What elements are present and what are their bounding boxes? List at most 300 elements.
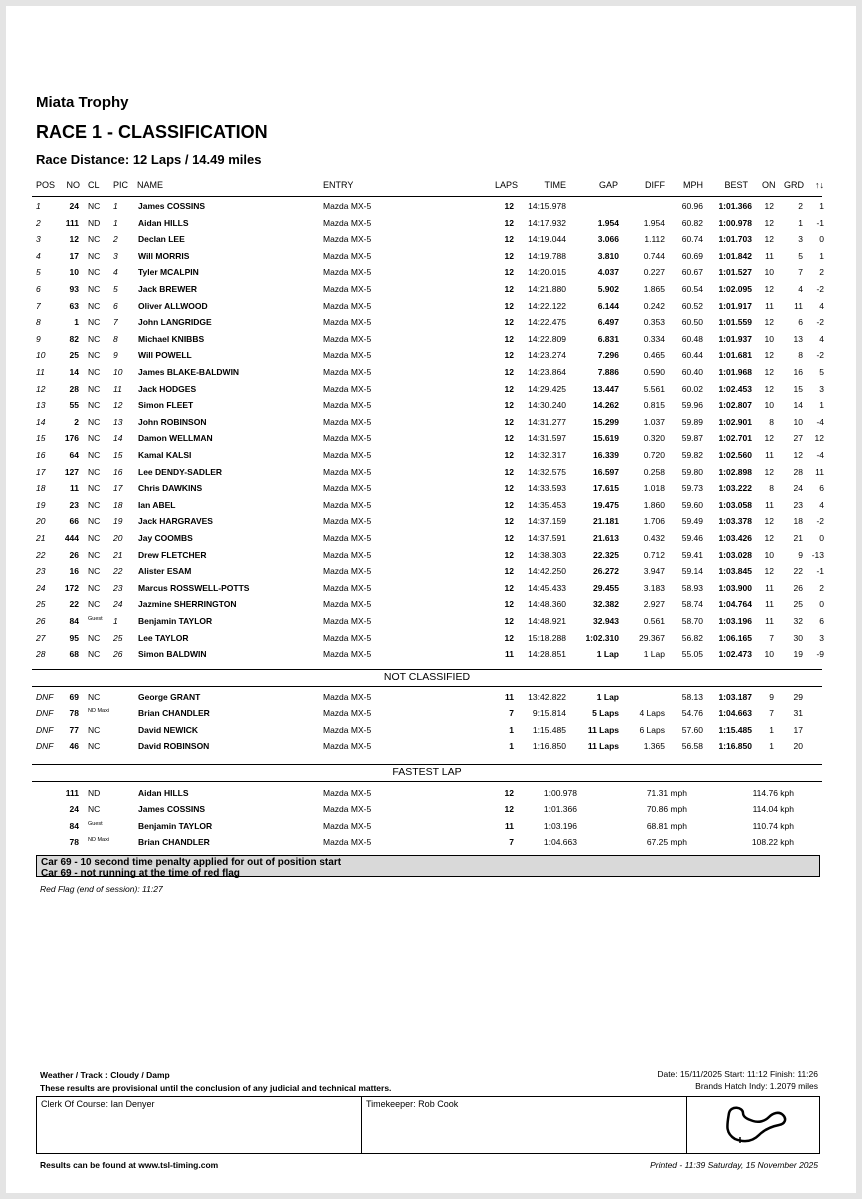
lap-number: 7 (509, 837, 514, 848)
gap: 29.455 (593, 582, 619, 593)
average-mph: 60.40 (681, 367, 703, 377)
race-time: 14:23.864 (528, 367, 566, 377)
best-lap-on: 11 (765, 616, 774, 626)
best-lap: 1:02.473 (718, 649, 752, 660)
position: 22 (36, 549, 46, 560)
places-gained: 4 (819, 333, 824, 344)
grid-position: 13 (793, 333, 803, 344)
average-mph: 59.46 (681, 533, 703, 543)
page-title: RACE 1 - CLASSIFICATION (36, 122, 268, 142)
timekeeper: Timekeeper: Rob Cook (366, 1099, 459, 1109)
car-number: 46 (69, 741, 79, 752)
speed-mph: 71.31 mph (646, 788, 687, 798)
diff: 1.706 (643, 516, 665, 527)
result-row (0, 350, 862, 366)
class: NC (88, 549, 101, 560)
diff: 0.590 (643, 367, 665, 377)
position-in-class: 11 (113, 383, 122, 394)
entry: Mazda MX-5 (323, 350, 372, 361)
driver-name: Benjamin TAYLOR (138, 616, 213, 626)
class: NC (88, 692, 101, 702)
fastest-lap-heading: FASTEST LAP (392, 766, 462, 778)
diff: 0.561 (643, 616, 665, 626)
clerk-box (36, 1096, 362, 1154)
grid-position: 20 (793, 741, 803, 752)
laps: 12 (504, 267, 514, 278)
best-lap: 1:02.095 (718, 284, 752, 294)
best-lap: 1:02.701 (718, 433, 752, 444)
average-mph: 58.93 (681, 582, 703, 593)
race-time: 14:15.978 (528, 201, 566, 211)
column-header-diff: DIFF (645, 180, 665, 190)
position: 7 (36, 300, 41, 311)
class: Guest (88, 616, 103, 622)
gap: 32.943 (593, 616, 619, 626)
race-time: 14:22.122 (528, 300, 566, 311)
entry: Mazda MX-5 (323, 466, 372, 477)
position: 25 (36, 599, 46, 610)
class: ND Maxi (88, 708, 110, 715)
places-gained: -2 (816, 317, 824, 328)
circuit-info: Brands Hatch Indy: 1.2079 miles (695, 1081, 818, 1091)
car-number: 78 (69, 708, 79, 719)
best-lap-on: 11 (765, 450, 774, 460)
position-in-class: 1 (113, 616, 118, 626)
average-mph: 60.54 (681, 284, 703, 294)
laps: 12 (504, 350, 514, 361)
grid-position: 25 (793, 599, 803, 610)
lap-number: 12 (504, 788, 514, 798)
class: NC (88, 416, 101, 427)
places-gained: 4 (819, 499, 824, 510)
printed-timestamp: Printed - 11:39 Saturday, 15 November 2025 (650, 1160, 818, 1170)
entry: Mazda MX-5 (323, 549, 372, 560)
car-number: 10 (69, 267, 79, 278)
section-divider (32, 781, 822, 782)
laps: 11 (505, 692, 514, 702)
speed-mph: 70.86 mph (646, 804, 687, 815)
grid-position: 6 (798, 317, 803, 328)
grid-position: 3 (798, 234, 803, 245)
weather-track: Weather / Track : Cloudy / Damp (40, 1070, 170, 1080)
gap: 5.902 (597, 284, 619, 294)
gap: 3.810 (597, 250, 619, 261)
entry: Mazda MX-5 (323, 692, 372, 702)
lap-time: 1:03.196 (543, 820, 577, 831)
driver-name: Aidan HILLS (138, 217, 189, 228)
class: NC (88, 632, 101, 643)
race-time: 14:31.277 (528, 416, 566, 427)
places-gained: -2 (816, 284, 824, 294)
best-lap-on: 10 (764, 549, 774, 560)
best-lap-on: 12 (764, 201, 774, 211)
result-row (0, 633, 862, 649)
entry: Mazda MX-5 (323, 433, 372, 444)
position-in-class: 26 (113, 649, 123, 660)
class: NC (88, 566, 101, 577)
session-times: Date: 15/11/2025 Start: 11:12 Finish: 11:26 (657, 1069, 818, 1079)
average-mph: 59.60 (681, 499, 703, 510)
race-time: 14:30.240 (528, 400, 566, 411)
diff: 1.954 (643, 217, 665, 228)
best-lap-on: 10 (764, 649, 774, 660)
race-time: 14:35.453 (528, 499, 566, 510)
places-gained: 2 (819, 267, 824, 278)
grid-position: 5 (798, 250, 803, 261)
car-number: 22 (69, 599, 79, 610)
best-lap-on: 11 (765, 599, 774, 610)
best-lap-on: 12 (764, 466, 774, 477)
column-header-no: NO (66, 180, 80, 190)
gap: 26.272 (593, 566, 619, 577)
car-number: 11 (70, 483, 79, 494)
best-lap: 1:01.917 (718, 300, 752, 311)
gap: 6.144 (597, 300, 619, 311)
average-mph: 60.69 (681, 250, 703, 261)
average-mph: 55.05 (681, 649, 703, 660)
position: 23 (36, 566, 46, 577)
status: DNF (36, 724, 54, 735)
best-lap: 1:02.560 (718, 450, 752, 460)
best-lap-on: 12 (764, 533, 774, 543)
position-in-class: 13 (113, 416, 123, 427)
fastest-lap-row (0, 788, 862, 804)
position-in-class: 20 (113, 533, 123, 543)
result-row (0, 583, 862, 599)
diff: 29.367 (639, 632, 665, 643)
driver-name: Lee DENDY-SADLER (138, 466, 223, 477)
best-lap: 1:03.845 (718, 566, 752, 577)
best-lap: 1:06.165 (718, 632, 752, 643)
laps: 12 (504, 483, 514, 494)
speed-mph: 68.81 mph (646, 820, 687, 831)
column-header-grd: GRD (784, 180, 804, 190)
class: NC (88, 350, 101, 361)
best-lap-on: 12 (764, 516, 774, 527)
average-mph: 60.52 (681, 300, 703, 311)
class: NC (88, 649, 101, 660)
average-mph: 60.74 (681, 234, 703, 245)
gap: 1 Lap (596, 649, 619, 660)
position: 20 (36, 516, 46, 527)
laps: 12 (504, 599, 514, 610)
diff: 0.353 (643, 317, 665, 328)
driver-name: James BLAKE-BALDWIN (138, 367, 240, 377)
driver-name: Marcus ROSSWELL-POTTS (138, 582, 250, 593)
status: DNF (36, 692, 54, 702)
average-mph: 54.76 (681, 708, 703, 719)
position-in-class: 23 (113, 582, 123, 593)
class: NC (88, 284, 101, 294)
grid-position: 9 (798, 549, 803, 560)
diff: 1.865 (643, 284, 665, 294)
best-lap-on: 8 (769, 416, 774, 427)
result-row (0, 251, 862, 267)
race-time: 1:16.850 (532, 741, 566, 752)
class: ND (88, 217, 101, 228)
race-time: 14:32.575 (528, 466, 566, 477)
entry: Mazda MX-5 (323, 333, 372, 344)
car-number: 77 (69, 724, 79, 735)
places-gained: 1 (819, 400, 824, 411)
car-number: 176 (64, 433, 79, 444)
section-divider (32, 669, 822, 670)
grid-position: 4 (798, 284, 803, 294)
best-lap-on: 10 (764, 267, 774, 278)
laps: 12 (504, 516, 514, 527)
result-row (0, 267, 862, 283)
car-number: 127 (64, 466, 79, 477)
entry: Mazda MX-5 (323, 400, 372, 411)
position-in-class: 5 (113, 284, 118, 294)
not-classified-row (0, 708, 862, 724)
lap-time: 1:00.978 (543, 788, 577, 798)
driver-name: Damon WELLMAN (138, 433, 213, 444)
entry: Mazda MX-5 (323, 837, 372, 848)
race-time: 14:23.274 (528, 350, 566, 361)
race-time: 14:20.015 (528, 267, 566, 278)
position-in-class: 25 (113, 632, 123, 643)
car-number: 55 (69, 400, 79, 411)
result-row (0, 483, 862, 499)
entry: Mazda MX-5 (323, 267, 372, 278)
grid-position: 28 (793, 466, 803, 477)
average-mph: 60.50 (681, 317, 703, 328)
result-row (0, 400, 862, 416)
diff: 0.432 (643, 533, 665, 543)
race-time: 14:42.250 (528, 566, 566, 577)
position: 27 (36, 632, 46, 643)
entry: Mazda MX-5 (323, 250, 372, 261)
average-mph: 60.67 (681, 267, 703, 278)
position-in-class: 1 (113, 217, 118, 228)
race-time: 14:38.303 (528, 549, 566, 560)
car-number: 444 (64, 533, 79, 543)
best-lap-on: 11 (765, 582, 774, 593)
entry: Mazda MX-5 (323, 416, 372, 427)
entry: Mazda MX-5 (323, 566, 372, 577)
best-lap: 1:03.426 (718, 533, 752, 543)
position: 5 (36, 267, 41, 278)
car-number: 24 (69, 804, 79, 815)
entry: Mazda MX-5 (323, 300, 372, 311)
places-gained: -4 (816, 416, 824, 427)
timekeeper-box (361, 1096, 687, 1154)
position-in-class: 24 (113, 599, 123, 610)
results-url: Results can be found at www.tsl-timing.com (40, 1160, 219, 1170)
entry: Mazda MX-5 (323, 632, 372, 643)
grid-position: 31 (793, 708, 803, 719)
grid-position: 17 (793, 724, 803, 735)
car-number: 93 (69, 284, 79, 294)
grid-position: 16 (793, 367, 803, 377)
position-in-class: 16 (113, 466, 123, 477)
race-time: 14:37.591 (528, 533, 566, 543)
grid-position: 22 (793, 566, 803, 577)
class: NC (88, 250, 101, 261)
class: NC (88, 599, 101, 610)
result-row (0, 516, 862, 532)
average-mph: 60.96 (681, 201, 703, 211)
class: NC (88, 383, 101, 394)
class: ND Maxi (88, 837, 110, 844)
laps: 12 (504, 400, 514, 411)
best-lap: 1:01.842 (718, 250, 752, 261)
class: NC (88, 499, 101, 510)
places-gained: 3 (819, 632, 824, 643)
laps: 7 (509, 708, 514, 719)
driver-name: George GRANT (138, 692, 201, 702)
driver-name: Jack HODGES (138, 383, 197, 394)
entry: Mazda MX-5 (323, 367, 372, 377)
result-row (0, 334, 862, 350)
average-mph: 59.73 (681, 483, 703, 494)
car-number: 84 (69, 820, 79, 831)
average-mph: 56.58 (681, 741, 703, 752)
driver-name: Will MORRIS (138, 250, 190, 261)
gap: 3.066 (597, 234, 619, 245)
entry: Mazda MX-5 (323, 383, 372, 394)
laps: 12 (504, 317, 514, 328)
laps: 12 (504, 566, 514, 577)
class: NC (88, 741, 101, 752)
car-number: 95 (69, 632, 79, 643)
diff: 0.258 (643, 466, 665, 477)
places-gained: -2 (816, 350, 824, 361)
entry: Mazda MX-5 (323, 483, 372, 494)
average-mph: 58.13 (681, 692, 703, 702)
grid-position: 26 (793, 582, 803, 593)
position-in-class: 12 (113, 400, 123, 411)
gap: 32.382 (593, 599, 619, 610)
entry: Mazda MX-5 (323, 599, 372, 610)
result-row (0, 301, 862, 317)
not-classified-row (0, 725, 862, 741)
status: DNF (36, 741, 54, 752)
driver-name: Simon BALDWIN (138, 649, 207, 660)
entry: Mazda MX-5 (323, 820, 372, 831)
driver-name: John LANGRIDGE (138, 317, 212, 328)
gap: 15.299 (593, 416, 619, 427)
race-time: 9:15.814 (532, 708, 566, 719)
driver-name: Kamal KALSI (138, 450, 192, 460)
entry: Mazda MX-5 (323, 533, 372, 543)
position: 6 (36, 284, 41, 294)
places-gained: 11 (815, 466, 824, 477)
average-mph: 60.82 (681, 217, 703, 228)
position-in-class: 10 (113, 367, 123, 377)
class: NC (88, 450, 101, 460)
position-in-class: 21 (113, 549, 123, 560)
car-number: 17 (69, 250, 79, 261)
places-gained: 6 (819, 483, 824, 494)
red-flag-note: Red Flag (end of session): 11:27 (40, 884, 163, 894)
race-time: 14:28.851 (528, 649, 566, 660)
diff: 0.720 (643, 450, 665, 460)
column-header-row (0, 180, 862, 194)
result-row (0, 234, 862, 250)
driver-name: Benjamin TAYLOR (138, 820, 213, 831)
gap: 16.339 (593, 450, 619, 460)
entry: Mazda MX-5 (323, 201, 372, 211)
gap: 13.447 (593, 383, 619, 394)
position: 24 (36, 582, 46, 593)
driver-name: Will POWELL (138, 350, 192, 361)
best-lap: 1:02.807 (718, 400, 752, 411)
entry: Mazda MX-5 (323, 516, 372, 527)
result-row (0, 450, 862, 466)
race-time: 14:45.433 (528, 582, 566, 593)
class: ND (88, 788, 101, 798)
laps: 12 (504, 450, 514, 460)
position: 11 (36, 367, 45, 377)
best-lap: 1:03.187 (718, 692, 752, 702)
race-time: 14:33.593 (528, 483, 566, 494)
race-time: 14:48.921 (528, 616, 566, 626)
driver-name: Ian ABEL (138, 499, 176, 510)
best-lap-on: 12 (764, 284, 774, 294)
best-lap: 1:03.058 (718, 499, 752, 510)
places-gained: 12 (814, 433, 824, 444)
position: 21 (36, 533, 46, 543)
driver-name: David NEWICK (138, 724, 198, 735)
grid-position: 10 (793, 416, 803, 427)
average-mph: 59.41 (681, 549, 703, 560)
race-distance: Race Distance: 12 Laps / 14.49 miles (36, 152, 262, 167)
laps: 12 (504, 582, 514, 593)
driver-name: Brian CHANDLER (138, 837, 210, 848)
places-gained: 1 (819, 201, 824, 211)
entry: Mazda MX-5 (323, 741, 372, 752)
grid-position: 18 (793, 516, 803, 527)
average-mph: 59.89 (681, 416, 703, 427)
places-gained: 5 (819, 367, 824, 377)
diff: 0.712 (643, 549, 665, 560)
laps: 12 (504, 632, 514, 643)
laps: 1 (509, 741, 514, 752)
driver-name: Jazmine SHERRINGTON (138, 599, 237, 610)
diff: 1 Lap (643, 649, 665, 660)
best-lap: 1:01.527 (718, 267, 752, 278)
position-in-class: 14 (113, 433, 123, 444)
position-in-class: 17 (113, 483, 123, 494)
column-header-entry: ENTRY (323, 180, 354, 190)
race-time: 14:48.360 (528, 599, 566, 610)
driver-name: Aidan HILLS (138, 788, 189, 798)
grid-position: 24 (793, 483, 803, 494)
best-lap-on: 11 (765, 250, 774, 261)
car-number: 28 (69, 383, 79, 394)
entry: Mazda MX-5 (323, 724, 372, 735)
best-lap-on: 12 (764, 234, 774, 245)
clerk-of-course: Clerk Of Course: Ian Denyer (41, 1099, 155, 1109)
position: 14 (36, 416, 46, 427)
class: Guest (88, 820, 103, 827)
lap-number: 11 (505, 820, 514, 831)
circuit-map-icon (687, 1097, 819, 1153)
diff: 0.242 (643, 300, 665, 311)
best-lap-on: 12 (764, 367, 774, 377)
best-lap: 1:02.453 (718, 383, 752, 394)
column-header-arrow: ↑↓ (815, 180, 824, 190)
position: 10 (36, 350, 46, 361)
car-number: 64 (69, 450, 79, 460)
driver-name: Jack HARGRAVES (138, 516, 213, 527)
diff: 0.465 (643, 350, 665, 361)
places-gained: 6 (819, 616, 824, 626)
car-number: 14 (69, 367, 79, 377)
average-mph: 60.44 (681, 350, 703, 361)
